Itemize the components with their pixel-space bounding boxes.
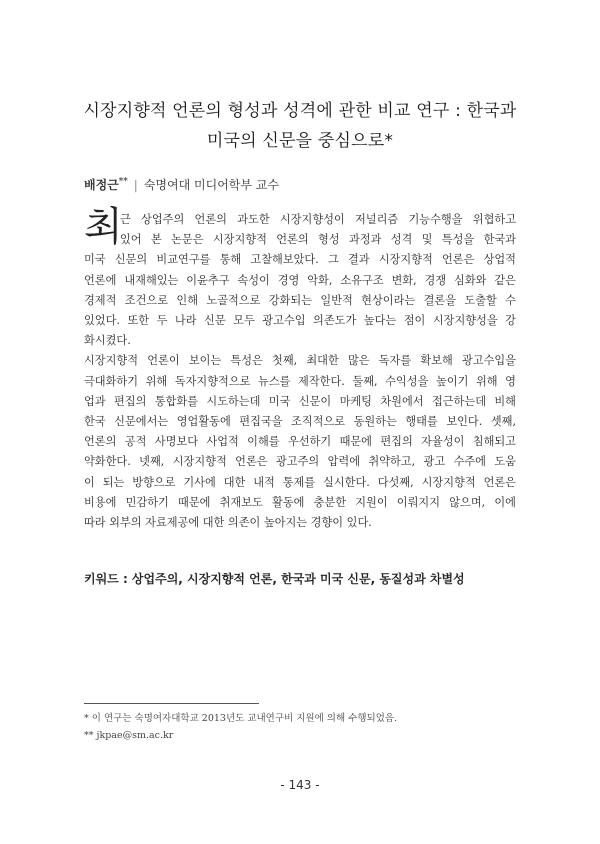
title-line-1: 시장지향적 언론의 형성과 성격에 관한 비교 연구 : 한국과: [83, 101, 517, 121]
title-line-2: 미국의 신문을 중심으로*: [206, 131, 394, 151]
abstract-line: 있었다. 또한 두 나라 신문 모두 광고수입 의존도가 높다는 점이 시장지향성을 강: [84, 314, 516, 328]
abstract-line: 이 되는 방향으로 기사에 대한 내적 통제를 실시한다. 다섯째, 시장지향적 언론은: [84, 475, 516, 489]
author-separator: |: [133, 178, 138, 192]
abstract-line: 약화한다. 넷째, 시장지향적 언론은 광고주의 압력에 취약하고, 광고 수주에 도움: [84, 455, 516, 469]
author-name: 배정근: [84, 178, 119, 192]
author-line: [84, 176, 279, 193]
abstract-line: 화시켰다.: [84, 334, 131, 348]
footnotes: [84, 710, 397, 744]
footnote: * 이 연구는 숙명여자대학교 2013년도 교내연구비 지원에 의해 수행되었음.: [84, 713, 398, 724]
footnote: ** jkpae@sm.ac.kr: [84, 730, 174, 741]
abstract-line: 극대화하기 위해 독자지향적으로 뉴스를 제작한다. 둘째, 수익성을 높이기 위해 영: [84, 374, 516, 388]
abstract-line: 경제적 조건으로 인해 노골적으로 강화되는 일반적 현상이라는 결론을 도출할 수: [84, 293, 516, 307]
abstract-line: 있어 본 논문은 시장지향적 언론의 형성 과정과 성격 및 특성을 한국과: [120, 233, 516, 247]
abstract-line: 미국 신문의 비교연구를 통해 고찰해보았다. 그 결과 시장지향적 언론은 상업적: [84, 253, 516, 267]
author-footnote-mark: **: [118, 177, 128, 187]
abstract-line: 근 상업주의 언론의 과도한 시장지향성이 저널리즘 기능수행을 위협하고: [120, 213, 516, 226]
abstract-line: 비용에 민감하기 때문에 취재보도 활동에 충분한 지원이 이뤄지지 않으며, 이에: [84, 495, 516, 509]
abstract-line: 시장지향적 언론이 보이는 특성은 첫째, 최대한 많은 독자를 확보해 광고수입을: [84, 354, 516, 368]
abstract-line: 업과 편집의 통합화를 시도하는데 미국 신문이 마케팅 차원에서 접근하는데 비해: [84, 394, 516, 408]
paper-title: [60, 96, 540, 156]
abstract-line: 한국 신문에서는 영업활동에 편집국을 조직적으로 동원하는 행태를 보인다. 셋째,: [84, 415, 516, 429]
abstract-line: 언론의 공적 사명보다 사업적 이해를 우선하기 때문에 편집의 자율성이 침해되고: [84, 435, 516, 449]
abstract-line: 언론에 내재해있는 이윤추구 속성이 경영 악화, 소유구조 변화, 경쟁 심화와 같은: [84, 273, 516, 287]
page-number: - 143 -: [280, 778, 320, 792]
keywords: 키워드 : 상업주의, 시장지향적 언론, 한국과 미국 신문, 동질성과 차별성: [84, 572, 465, 586]
footnote-rule: [84, 703, 259, 704]
abstract-dropcap: 최: [84, 204, 123, 250]
author-affiliation: 숙명여대 미디어학부 교수: [143, 178, 279, 192]
abstract-line: 따라 외부의 자료제공에 대한 의존이 높아지는 경향이 있다.: [84, 516, 372, 530]
abstract-body: [84, 210, 516, 533]
